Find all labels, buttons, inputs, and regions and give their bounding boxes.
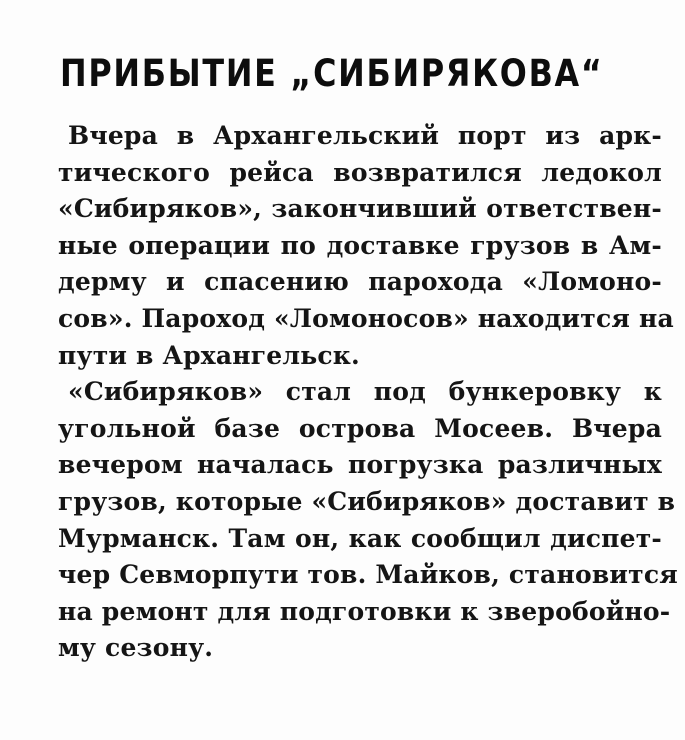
article-line: «Сибиряков» стал под бункеровку к: [68, 377, 662, 407]
article-line: дерму и спасению парохода «Ломоно-: [58, 267, 662, 297]
article-line: чер Севморпути тов. Майков, становится: [58, 560, 678, 590]
article-line: сов». Пароход «Ломоносов» находится на: [58, 303, 674, 333]
article-line: ные операции по доставке грузов в Ам-: [58, 230, 662, 260]
article-line: «Сибиряков», закончивший ответствен-: [58, 194, 662, 224]
article-line: грузов, которые «Сибиряков» доставит в: [58, 486, 676, 516]
article-body: [58, 118, 678, 667]
article-line: на ремонт для подготовки к зверобойно-: [58, 596, 671, 626]
article-line: Вчера в Архангельский порт из арк-: [68, 121, 662, 150]
article-line: пути в Архангельск.: [58, 340, 360, 370]
article-line: вечером началась погрузка различных: [58, 450, 662, 480]
article-line: тического рейса возвратился ледокол: [58, 157, 662, 187]
article-line: Мурманск. Там он, как сообщил диспет-: [58, 523, 662, 553]
article-line: му сезону.: [58, 633, 214, 663]
article-headline: ПРИБЫТИЕ „СИБИРЯКОВА“: [60, 52, 604, 95]
article-line: угольной базе острова Мосеев. Вчера: [58, 413, 662, 443]
